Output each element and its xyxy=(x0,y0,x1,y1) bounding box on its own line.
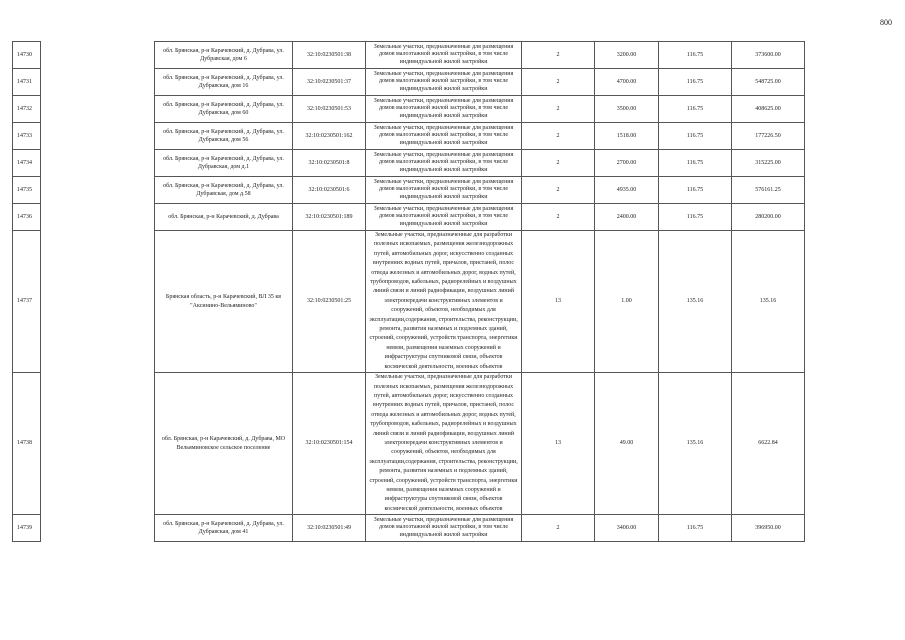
cadastral-value-cell: 6622.84 xyxy=(732,373,805,515)
address-cell: обл. Брянская, р-н Карачевский, д. Дубрава, ул. Дубравская, дом 60 xyxy=(155,96,293,123)
cadastral-table-frame xyxy=(12,41,805,542)
table-row xyxy=(13,96,805,123)
cadastral-value-cell: 548725.00 xyxy=(732,69,805,96)
area-cell: 3400.00 xyxy=(595,515,659,542)
area-cell: 3500.00 xyxy=(595,96,659,123)
address-cell: обл. Брянская, р-н Карачевский, д. Дубрава, ул. Дубравская, дом д.1 xyxy=(155,150,293,177)
rate-cell: 116.75 xyxy=(659,69,732,96)
row-id-cell: 14739 xyxy=(13,515,41,542)
cadastral-value-cell: 135.16 xyxy=(732,231,805,373)
cadastral-number-cell: 32:10:0230501:49 xyxy=(293,515,366,542)
category-cell: 2 xyxy=(522,515,595,542)
land-use-cell: Земельные участки, предназначенные для разработки полезных ископаемых, размещения железнодорожных путей, автомобильных дорог, искусственно созданных внутренних водных путей, причалов, пристаней, полос отвода железных и автомобильных дорог, водных путей, трубопроводов, кабельных, радиорелейных и воздушных линий связи и линий радиофикации, воздушных линий электропередачи конструктивных элементов и сооружений, объектов, необходимых для эксплуатации,содержания, строительства, реконструкции, ремонта, развития наземных и подземных зданий, строений, сооружений, устройств транспорта, энергетики невязи, размещения наземных сооружений и инфраструктуры спутниковой связи, объектов космической деятельности, военных объектов xyxy=(366,373,522,515)
land-use-cell: Земельные участки, предназначенные для размещения домов малоэтажной жилой застройки, в том числе индивидуальной жилой застройки xyxy=(366,123,522,150)
row-id-cell: 14737 xyxy=(13,231,41,373)
cadastral-number-cell: 32:10:0230501:154 xyxy=(293,373,366,515)
row-id-cell: 14736 xyxy=(13,204,41,231)
land-use-cell: Земельные участки, предназначенные для разработки полезных ископаемых, размещения железнодорожных путей, автомобильных дорог, искусственно созданных внутренних водных путей, причалов, пристаней, полос отвода железных и автомобильных дорог, водных путей, трубопроводов, кабельных, радиорелейных и воздушных линий связи и линий радиофикации, воздушных линий электропередачи конструктивных элементов и сооружений, объектов, необходимых для эксплуатации,содержания, строительства, реконструкции, ремонта, развития наземных и подземных зданий, строений, сооружений, устройств транспорта, энергетики невязи, размещения наземных сооружений и инфраструктуры спутниковой связи, объектов космической деятельности, военных объектов xyxy=(366,231,522,373)
cadastral-value-cell: 373600.00 xyxy=(732,42,805,69)
land-use-cell: Земельные участки, предназначенные для размещения домов малоэтажной жилой застройки, в том числе индивидуальной жилой застройки xyxy=(366,96,522,123)
cadastral-number-cell: 32:10:0230501:162 xyxy=(293,123,366,150)
cadastral-number-cell: 32:10:0230501:25 xyxy=(293,231,366,373)
category-cell: 2 xyxy=(522,123,595,150)
address-cell: обл. Брянская, р-н Карачевский, д. Дубрава, ул. Дубравская, дом 41 xyxy=(155,515,293,542)
category-cell: 2 xyxy=(522,177,595,204)
area-cell: 1518.00 xyxy=(595,123,659,150)
land-use-cell: Земельные участки, предназначенные для размещения домов малоэтажной жилой застройки, в том числе индивидуальной жилой застройки xyxy=(366,69,522,96)
rate-cell: 116.75 xyxy=(659,96,732,123)
rate-cell: 116.75 xyxy=(659,123,732,150)
cadastral-number-cell: 32:10:0230501:8 xyxy=(293,150,366,177)
area-cell: 4700.00 xyxy=(595,69,659,96)
rate-cell: 135.16 xyxy=(659,373,732,515)
land-use-cell: Земельные участки, предназначенные для размещения домов малоэтажной жилой застройки, в том числе индивидуальной жилой застройки xyxy=(366,177,522,204)
cadastral-number-cell: 32:10:0230501:37 xyxy=(293,69,366,96)
row-gap-cell xyxy=(41,515,155,542)
category-cell: 2 xyxy=(522,150,595,177)
cadastral-value-table xyxy=(12,41,805,542)
area-cell: 2700.00 xyxy=(595,150,659,177)
category-cell: 13 xyxy=(522,231,595,373)
cadastral-value-cell: 396950.00 xyxy=(732,515,805,542)
cadastral-value-cell: 177226.50 xyxy=(732,123,805,150)
row-id-cell: 14732 xyxy=(13,96,41,123)
row-gap-cell xyxy=(41,231,155,373)
address-cell: обл. Брянская, р-н Карачевский, д. Дубрава, ул. Дубравская, дом д.58 xyxy=(155,177,293,204)
row-id-cell: 14731 xyxy=(13,69,41,96)
table-row xyxy=(13,42,805,69)
cadastral-number-cell: 32:10:0230501:6 xyxy=(293,177,366,204)
address-cell: обл. Брянская, р-н Карачевский, д. Дубрава, ул. Дубравская, дом 16 xyxy=(155,69,293,96)
category-cell: 2 xyxy=(522,204,595,231)
row-gap-cell xyxy=(41,69,155,96)
rate-cell: 116.75 xyxy=(659,177,732,204)
row-gap-cell xyxy=(41,204,155,231)
area-cell: 49.00 xyxy=(595,373,659,515)
table-row xyxy=(13,177,805,204)
table-body xyxy=(13,42,805,542)
table-row xyxy=(13,231,805,373)
area-cell: 4935.00 xyxy=(595,177,659,204)
row-gap-cell xyxy=(41,96,155,123)
row-gap-cell xyxy=(41,150,155,177)
table-row xyxy=(13,204,805,231)
area-cell: 3200.00 xyxy=(595,42,659,69)
address-cell: обл. Брянская, р-н Карачевский, д. Дубрава, ул. Дубравская, дом 56 xyxy=(155,123,293,150)
table-row xyxy=(13,123,805,150)
rate-cell: 135.16 xyxy=(659,231,732,373)
land-use-cell: Земельные участки, предназначенные для размещения домов малоэтажной жилой застройки, в том числе индивидуальной жилой застройки xyxy=(366,515,522,542)
row-gap-cell xyxy=(41,177,155,204)
row-id-cell: 14733 xyxy=(13,123,41,150)
row-id-cell: 14734 xyxy=(13,150,41,177)
category-cell: 2 xyxy=(522,96,595,123)
table-row xyxy=(13,150,805,177)
category-cell: 13 xyxy=(522,373,595,515)
address-cell: обл. Брянская, р-н Карачевский, д. Дубрава, ул. Дубравская, дом 6 xyxy=(155,42,293,69)
land-use-cell: Земельные участки, предназначенные для размещения домов малоэтажной жилой застройки, в том числе индивидуальной жилой застройки xyxy=(366,204,522,231)
area-cell: 2400.00 xyxy=(595,204,659,231)
row-gap-cell xyxy=(41,42,155,69)
cadastral-value-cell: 315225.00 xyxy=(732,150,805,177)
address-cell: Брянская область, р-н Карачевский, ВЛ 35 кв "Аксинино-Вельяминово" xyxy=(155,231,293,373)
address-cell: обл. Брянская, р-н Карачевский, д. Дубрава, МО Вельяминовское сельское поселение xyxy=(155,373,293,515)
rate-cell: 116.75 xyxy=(659,515,732,542)
category-cell: 2 xyxy=(522,42,595,69)
cadastral-number-cell: 32:10:0230501:38 xyxy=(293,42,366,69)
row-id-cell: 14735 xyxy=(13,177,41,204)
table-row xyxy=(13,69,805,96)
land-use-cell: Земельные участки, предназначенные для размещения домов малоэтажной жилой застройки, в том числе индивидуальной жилой застройки xyxy=(366,42,522,69)
cadastral-number-cell: 32:10:0230501:189 xyxy=(293,204,366,231)
land-use-cell: Земельные участки, предназначенные для размещения домов малоэтажной жилой застройки, в том числе индивидуальной жилой застройки xyxy=(366,150,522,177)
row-id-cell: 14730 xyxy=(13,42,41,69)
table-row xyxy=(13,515,805,542)
cadastral-value-cell: 576161.25 xyxy=(732,177,805,204)
row-gap-cell xyxy=(41,373,155,515)
area-cell: 1.00 xyxy=(595,231,659,373)
page-number: 800 xyxy=(880,18,892,27)
category-cell: 2 xyxy=(522,69,595,96)
rate-cell: 116.75 xyxy=(659,204,732,231)
cadastral-value-cell: 280200.00 xyxy=(732,204,805,231)
row-id-cell: 14738 xyxy=(13,373,41,515)
row-gap-cell xyxy=(41,123,155,150)
address-cell: обл. Брянская, р-н Карачевский, д. Дубрава xyxy=(155,204,293,231)
cadastral-number-cell: 32:10:0230501:53 xyxy=(293,96,366,123)
rate-cell: 116.75 xyxy=(659,42,732,69)
table-row xyxy=(13,373,805,515)
cadastral-value-cell: 408625.00 xyxy=(732,96,805,123)
rate-cell: 116.75 xyxy=(659,150,732,177)
